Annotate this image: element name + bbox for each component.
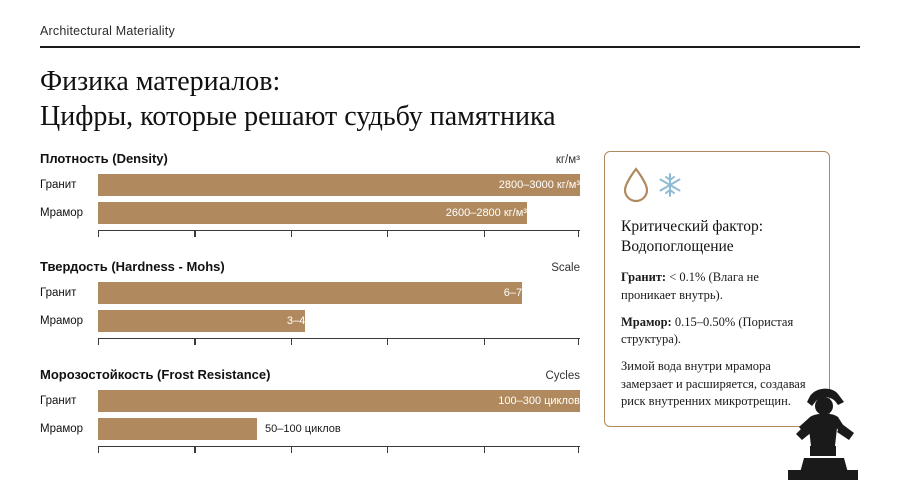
- bar-track: [98, 202, 580, 224]
- eyebrow-label: Architectural Materiality: [40, 24, 175, 38]
- chart-hardness-rows: [40, 282, 580, 332]
- bar-value: 2800–3000 кг/м³: [498, 179, 580, 192]
- axis-tick: [98, 447, 99, 453]
- callout-title-line-2: Водопоглощение: [621, 238, 734, 256]
- chart-frost: [40, 367, 580, 457]
- callout-marble-text: 0.15–0.50% (Пористая структура).: [621, 314, 794, 347]
- callout-granite-paragraph: [621, 269, 813, 304]
- chart-density-axis: [98, 230, 580, 241]
- chart-hardness-title: Твердость (Hardness - Mohs): [40, 259, 225, 275]
- bar-row: [40, 202, 580, 224]
- bar-row: [40, 174, 580, 196]
- callout-marble-paragraph: [621, 314, 813, 349]
- chart-hardness-axis: [98, 338, 580, 349]
- bar-track: [98, 282, 580, 304]
- axis-tick: [98, 231, 99, 237]
- axis-tick: [194, 339, 195, 345]
- side-column: [580, 151, 860, 427]
- bar-row: [40, 418, 580, 440]
- axis-tick: [484, 447, 485, 453]
- chart-density-header: [40, 151, 580, 166]
- chart-frost-rows: [40, 390, 580, 440]
- bar-value: 6–7: [503, 287, 523, 300]
- axis-tick: [291, 231, 292, 237]
- bar-value: 100–300 циклов: [498, 395, 580, 408]
- chart-density-plot: [40, 174, 580, 241]
- axis-tick: [194, 447, 195, 453]
- axis-tick: [484, 231, 485, 237]
- callout-note: Зимой вода внутри мрамора замерзает и расширяется, создавая риск внутренних микротрещин.: [621, 359, 806, 408]
- title-line-1: Физика материалов:: [40, 65, 281, 97]
- bar-row: [40, 282, 580, 304]
- axis-tick: [291, 447, 292, 453]
- chart-frost-unit: Cycles: [545, 370, 580, 383]
- axis-tick: [194, 231, 195, 237]
- bar-track: [98, 174, 580, 196]
- chart-hardness-header: [40, 259, 580, 274]
- callout-marble-label: Мрамор:: [621, 314, 672, 329]
- chart-hardness-unit: Scale: [551, 262, 580, 275]
- content-area: [40, 151, 860, 475]
- bar-label: Гранит: [40, 287, 77, 300]
- callout-granite-text: < 0.1% (Влага не проникает внутрь).: [621, 270, 759, 302]
- axis-tick: [387, 339, 388, 345]
- axis-tick: [291, 339, 292, 345]
- snowflake-icon: [657, 172, 683, 203]
- callout-icon-row: [621, 166, 813, 209]
- chart-frost-title: Морозостойкость (Frost Resistance): [40, 367, 271, 383]
- chart-frost-plot: [40, 390, 580, 457]
- axis-tick: [484, 339, 485, 345]
- axis-tick: [387, 447, 388, 453]
- chart-density: [40, 151, 580, 241]
- bar-row: [40, 310, 580, 332]
- axis-tick: [98, 339, 99, 345]
- bar-label: Мрамор: [40, 207, 84, 220]
- chart-density-unit: кг/м³: [555, 154, 580, 167]
- water-drop-icon: [621, 166, 651, 209]
- bar-track: [98, 390, 580, 412]
- chart-frost-header: [40, 367, 580, 382]
- callout-title: [621, 217, 813, 257]
- bar-track: [98, 418, 580, 440]
- callout-granite-label: Гранит:: [621, 270, 667, 285]
- chart-density-rows: [40, 174, 580, 224]
- axis-tick: [387, 231, 388, 237]
- title-line-2: Цифры, которые решают судьбу памятника: [40, 101, 556, 133]
- charts-column: [40, 151, 580, 475]
- bar-value: 50–100 циклов: [265, 423, 341, 436]
- chart-hardness-plot: [40, 282, 580, 349]
- bar-row: [40, 390, 580, 412]
- chart-density-title: Плотность (Density): [40, 151, 168, 167]
- stonemason-silhouette-icon: [780, 384, 866, 485]
- bar-label: Мрамор: [40, 315, 84, 328]
- axis-tick: [578, 447, 579, 453]
- bar-label: Гранит: [40, 179, 77, 192]
- callout-title-line-1: Критический фактор:: [621, 218, 764, 236]
- bar-marble: [98, 418, 257, 440]
- bar-label: Гранит: [40, 395, 77, 408]
- bar-label: Мрамор: [40, 423, 84, 436]
- bar-value: 3–4: [286, 315, 306, 328]
- page-title: [40, 48, 860, 136]
- chart-frost-axis: [98, 446, 580, 457]
- bar-value: 2600–2800 кг/м³: [445, 207, 527, 220]
- bar-track: [98, 310, 580, 332]
- chart-hardness: [40, 259, 580, 349]
